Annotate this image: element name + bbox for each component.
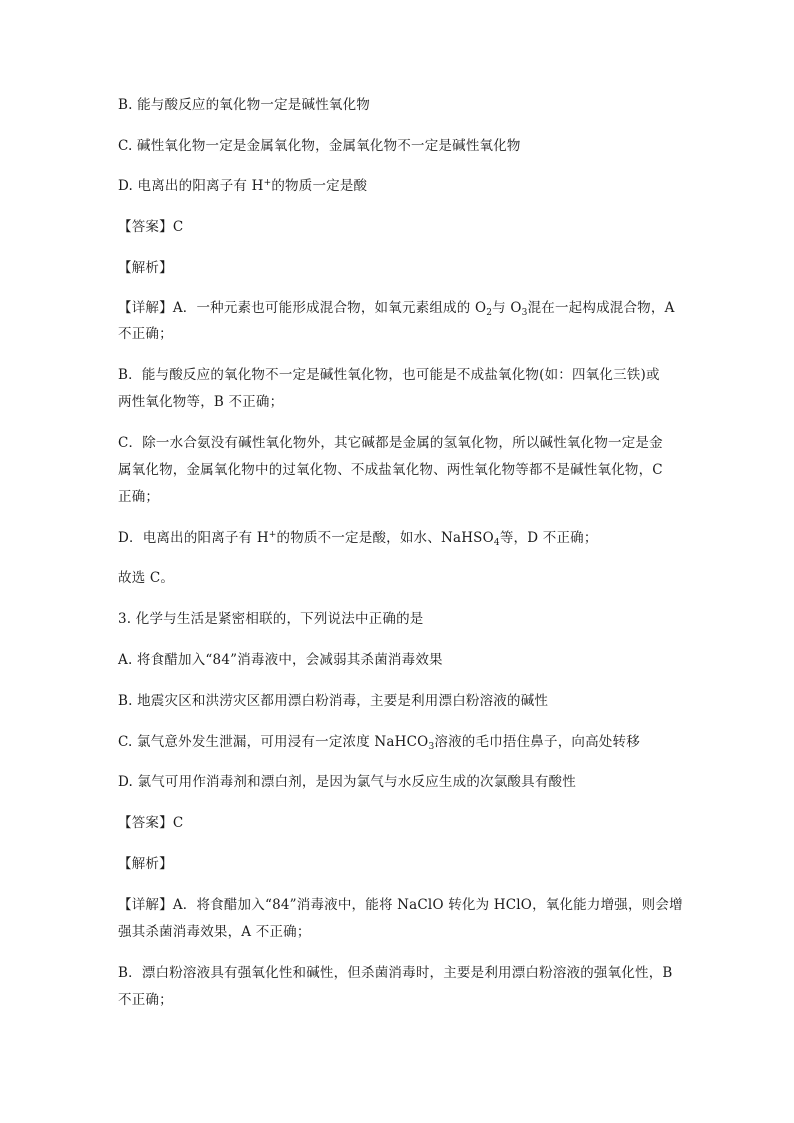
q2-conclusion: 故选 C。 bbox=[118, 570, 175, 586]
q2-option-d-superscript: + bbox=[263, 178, 272, 188]
q2-detail-b-line1: B．能与酸反应的氧化物不一定是碱性氧化物，也可能是不成盐氧化物(如：四氧化三铁)或 bbox=[118, 367, 660, 383]
q2-detail-a-line1 bbox=[118, 299, 675, 317]
q2-option-d bbox=[118, 177, 367, 195]
q2-option-d-text-end: 的物质一定是酸 bbox=[271, 178, 368, 194]
q3-detail-b-line2: 不正确； bbox=[118, 992, 173, 1008]
q2-detail-d-text: D．电离出的阳离子有 H bbox=[118, 530, 269, 546]
q2-option-b: B. 能与酸反应的氧化物一定是碱性氧化物 bbox=[118, 97, 371, 113]
q2-answer-value: C bbox=[172, 219, 184, 235]
q3-detail-a-line2: 强其杀菌消毒效果，A 不正确； bbox=[118, 924, 311, 940]
q3-stem: 3. 化学与生活是紧密相联的，下列说法中正确的是 bbox=[118, 611, 424, 627]
q2-detail-b-line2: 两性氧化物等，B 不正确； bbox=[118, 394, 284, 410]
q2-detail-d-subscript: 4 bbox=[493, 538, 500, 548]
q2-detail-d-superscript: + bbox=[268, 530, 277, 540]
q3-option-c bbox=[118, 733, 640, 751]
q3-detail-a-text: A．将食醋加入“84”消毒液中，能将 NaClO 转化为 HClO，氧化能力增强，则会增 bbox=[172, 897, 683, 913]
q2-detail-tag: 【详解】 bbox=[118, 300, 173, 316]
q2-detail-d bbox=[118, 529, 598, 547]
q2-detail-a-subscript-1: 2 bbox=[486, 308, 493, 318]
q3-detail-a-line1 bbox=[118, 896, 683, 914]
q2-answer-tag: 【答案】 bbox=[118, 219, 173, 235]
q3-answer-tag: 【答案】 bbox=[118, 815, 173, 831]
q3-detail-b-line1: B．漂白粉溶液具有强氧化性和碱性，但杀菌消毒时，主要是利用漂白粉溶液的强氧化性，B bbox=[118, 965, 673, 981]
q3-option-a: A. 将食醋加入“84”消毒液中，会减弱其杀菌消毒效果 bbox=[118, 652, 443, 668]
q3-answer bbox=[118, 814, 183, 832]
q2-detail-c-line3: 正确； bbox=[118, 489, 160, 505]
q3-option-c-text-end: 溶液的毛巾捂住鼻子，向高处转移 bbox=[434, 734, 640, 750]
q2-answer bbox=[118, 218, 183, 236]
q3-option-b: B. 地震灾区和洪涝灾区都用漂白粉消毒，主要是利用漂白粉溶液的碱性 bbox=[118, 693, 549, 709]
q3-option-d: D. 氯气可用作消毒剂和漂白剂，是因为氯气与水反应生成的次氯酸具有酸性 bbox=[118, 774, 576, 790]
q3-answer-value: C bbox=[172, 815, 184, 831]
q2-option-d-text: D. 电离出的阳离子有 H bbox=[118, 178, 264, 194]
q2-detail-d-text-end: 等，D 不正确； bbox=[499, 530, 598, 546]
q2-detail-c-line1: C．除一水合氨没有碱性氧化物外，其它碱都是金属的氢氧化物，所以碱性氧化物一定是金 bbox=[118, 435, 663, 451]
q3-analysis-tag: 【解析】 bbox=[118, 856, 173, 872]
q2-detail-a-line2: 不正确； bbox=[118, 326, 173, 342]
q2-detail-a-text-mid: 与 O bbox=[492, 300, 522, 316]
q2-detail-c-line2: 属氧化物，金属氧化物中的过氧化物、不成盐氧化物、两性氧化物等都不是碱性氧化物，C bbox=[118, 462, 663, 478]
q3-option-c-text: C. 氯气意外发生泄漏，可用浸有一定浓度 NaHCO bbox=[118, 734, 429, 750]
q2-detail-a-text-end: 混在一起构成混合物，A bbox=[527, 300, 675, 316]
q2-option-c: C. 碱性氧化物一定是金属氧化物，金属氧化物不一定是碱性氧化物 bbox=[118, 138, 521, 154]
q3-option-c-subscript: 3 bbox=[428, 742, 435, 752]
q2-detail-a-subscript-2: 3 bbox=[521, 308, 528, 318]
q2-detail-d-text-mid: 的物质不一定是酸，如水、NaHSO bbox=[276, 530, 494, 546]
q2-analysis-tag: 【解析】 bbox=[118, 260, 173, 276]
q2-detail-a-text: A．一种元素也可能形成混合物，如氧元素组成的 O bbox=[172, 300, 487, 316]
q3-detail-tag: 【详解】 bbox=[118, 897, 173, 913]
